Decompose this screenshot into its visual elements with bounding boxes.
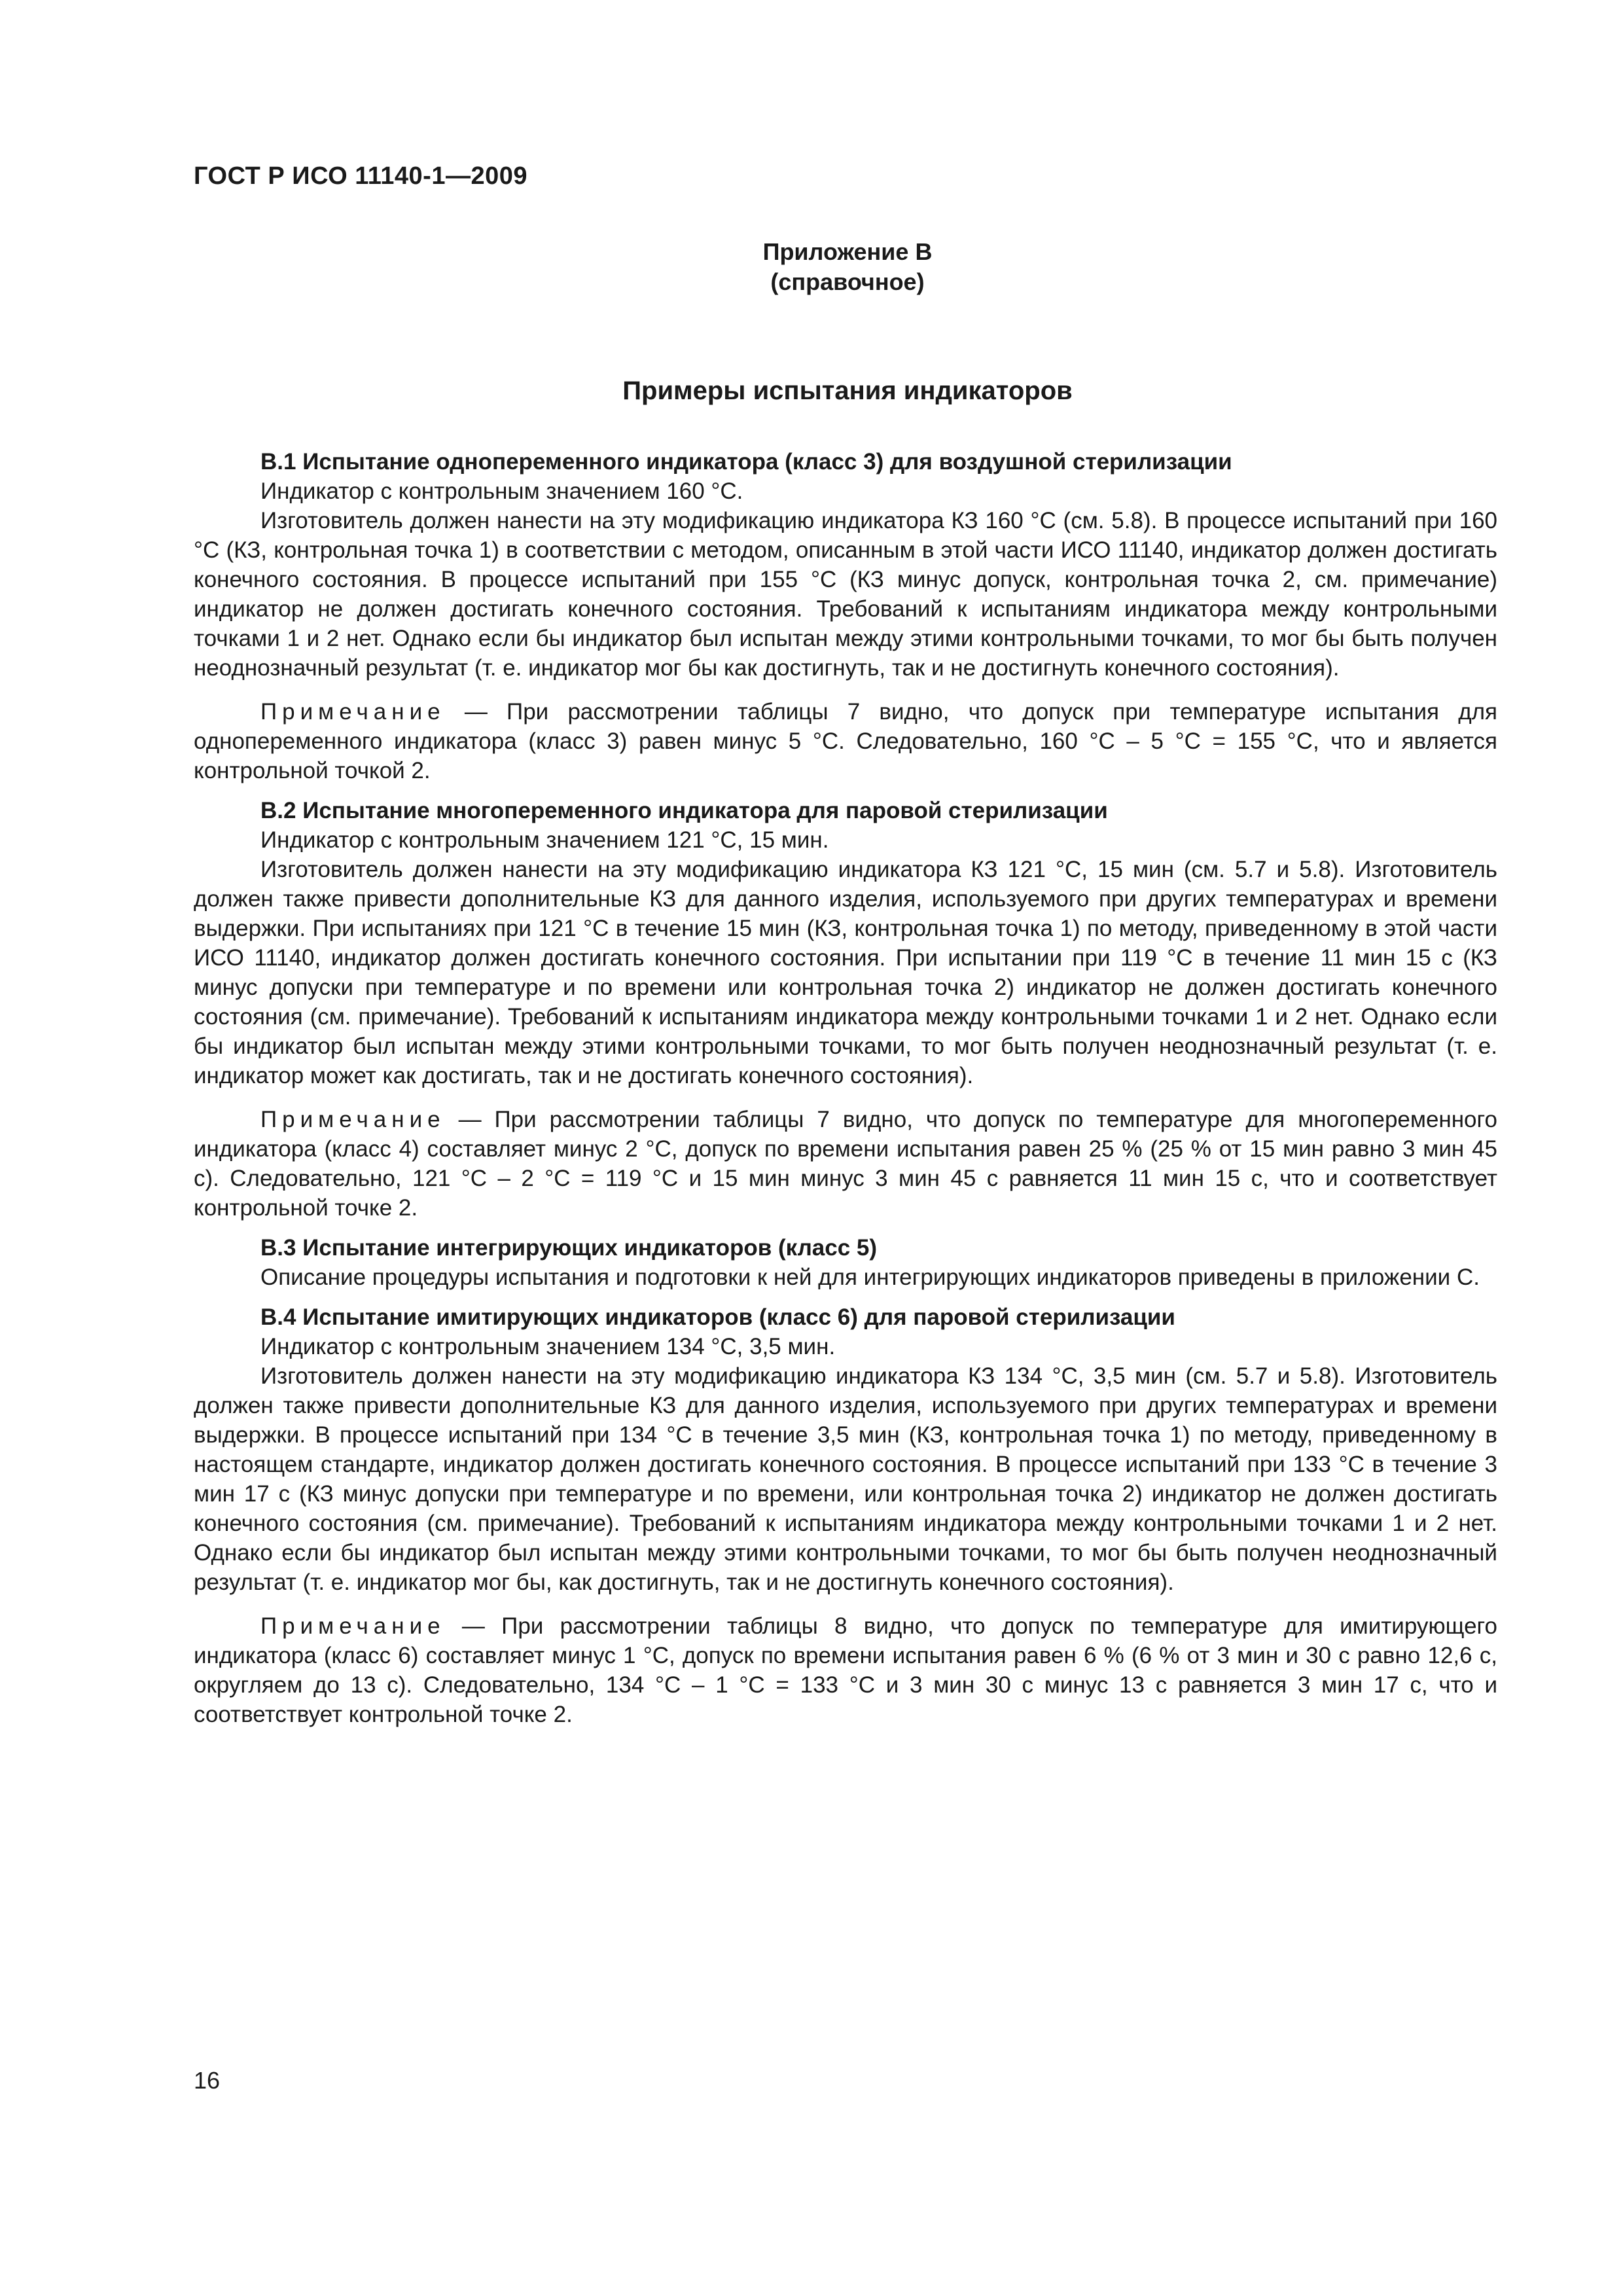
section-heading: В.3 Испытание интегрирующих индикаторов (класс 5) <box>260 1235 878 1261</box>
section-lead: Индикатор с контрольным значением 121 °С, 15 мин. <box>260 827 829 853</box>
section-body: Изготовитель должен нанести на эту модификацию индикатора КЗ 160 °С (см. 5.8). В процессе испытаний при 160 °С (КЗ, контрольная точка 1) в соответствии с методом, описанным в этой части ИСО 11140, индикатор должен достигать конечного состояния. В процессе испытаний при 155 °С (КЗ минус допуск, контрольная точка 2, см. примечание) индикатор не должен достигать конечного состояния. Требований к испытаниям индикатора между контрольными точками 1 и 2 нет. Однако если бы индикатор был испытан между этими контрольными точками, то мог бы быть получен неоднозначный результат (т. е. индикатор мог бы как достигнуть, так и не достигнуть конечного состояния). <box>194 508 1497 681</box>
section-body: Изготовитель должен нанести на эту модификацию индикатора КЗ 134 °С, 3,5 мин (см. 5.7 и 5.8). Изготовитель должен также привести дополнительные КЗ для данного изделия, используемого при других температурах и времени выдержки. В процессе испытаний при 134 °С в течение 3,5 мин (КЗ, контрольная точка 1) по методу, приведенному в настоящем стандарте, индикатор должен достигать конечного состояния. В процессе испытаний при 133 °С в течение 3 мин 17 с (КЗ минус допуски при температуре и по времени, или контрольная точка 2) индикатор не должен достигать конечного состояния (см. примечание). Требований к испытаниям индикатора между контрольными точками 1 и 2 нет. Однако если бы индикатор был испытан между этими контрольными точками, то мог бы быть получен неоднозначный результат (т. е. индикатор мог бы, как достигнуть, так и не достигнуть конечного состояния). <box>194 1363 1497 1595</box>
note-text: — При рассмотрении таблицы 8 видно, что допуск по температуре для имитирующего индикатора (класс 6) составляет минус 1 °С, допуск по времени испытания равен 6 % (6 % от 3 мин и 30 с равно 12,6 с, округляем до 13 с). Следовательно, 134 °С – 1 °С = 133 °С и 3 мин 30 с минус 13 с равняется 3 мин 17 с, что и соответствует контрольной точке 2. <box>194 1613 1498 1727</box>
annex-heading <box>0 237 1623 297</box>
section-note <box>194 1611 1497 1729</box>
annex-title: Примеры испытания индикаторов <box>622 376 1073 405</box>
note-label: Примечание <box>260 1107 446 1132</box>
section-b3 <box>194 1233 1497 1292</box>
section-lead: Индикатор с контрольным значением 134 °С, 3,5 мин. <box>260 1334 836 1359</box>
note-label: Примечание <box>260 699 446 725</box>
section-b2 <box>194 796 1497 1223</box>
section-body: Описание процедуры испытания и подготовки к ней для интегрирующих индикаторов приведены в приложении С. <box>260 1265 1480 1290</box>
section-body: Изготовитель должен нанести на эту модификацию индикатора КЗ 121 °С, 15 мин (см. 5.7 и 5.8). Изготовитель должен также привести дополнительные КЗ для данного изделия, используемого при других температурах и времени выдержки. При испытаниях при 121 °С в течение 15 мин (КЗ, контрольная точка 1) по методу, приведенному в этой части ИСО 11140, индикатор должен достигать конечного состояния. При испытании при 119 °С в течение 11 мин 15 с (КЗ минус допуски при температуре и по времени или контрольная точка 2) индикатор не должен достигать конечного состояния (см. примечание). Требований к испытаниям индикатора между контрольными точками 1 и 2 нет. Однако если бы индикатор был испытан между этими контрольными точками, то мог быть получен неоднозначный результат (т. е. индикатор может как достигать, так и не достигать конечного состояния). <box>194 857 1497 1088</box>
section-heading: В.1 Испытание однопеременного индикатора (класс 3) для воздушной стерилизации <box>260 449 1232 475</box>
section-heading: В.2 Испытание многопеременного индикатора для паровой стерилизации <box>260 798 1108 823</box>
note-label: Примечание <box>260 1613 446 1639</box>
note-text: — При рассмотрении таблицы 7 видно, что допуск при температуре испытания для однопеременного индикатора (класс 3) равен минус 5 °С. Следовательно, 160 °С – 5 °С = 155 °С, что и является контрольной точкой 2. <box>194 699 1497 783</box>
section-note <box>194 697 1497 785</box>
document-id: ГОСТ Р ИСО 11140-1—2009 <box>194 162 527 190</box>
annex-label: Приложение В <box>762 238 933 265</box>
annex-kind: (справочное) <box>770 268 925 295</box>
section-b4 <box>194 1302 1497 1729</box>
annex-content <box>194 447 1497 1729</box>
section-lead: Индикатор с контрольным значением 160 °С. <box>260 478 743 504</box>
section-note <box>194 1105 1497 1223</box>
note-text: — При рассмотрении таблицы 7 видно, что допуск по температуре для многопеременного индикатора (класс 4) составляет минус 2 °С, допуск по времени испытания равен 25 % (25 % от 15 мин равно 3 мин 45 с). Следовательно, 121 °С – 2 °С = 119 °С и 15 мин минус 3 мин 45 с равняется 11 мин 15 с, что и соответствует контрольной точке 2. <box>194 1107 1497 1221</box>
section-heading: В.4 Испытание имитирующих индикаторов (класс 6) для паровой стерилизации <box>260 1304 1175 1330</box>
section-b1 <box>194 447 1497 785</box>
page-number: 16 <box>194 2067 221 2094</box>
